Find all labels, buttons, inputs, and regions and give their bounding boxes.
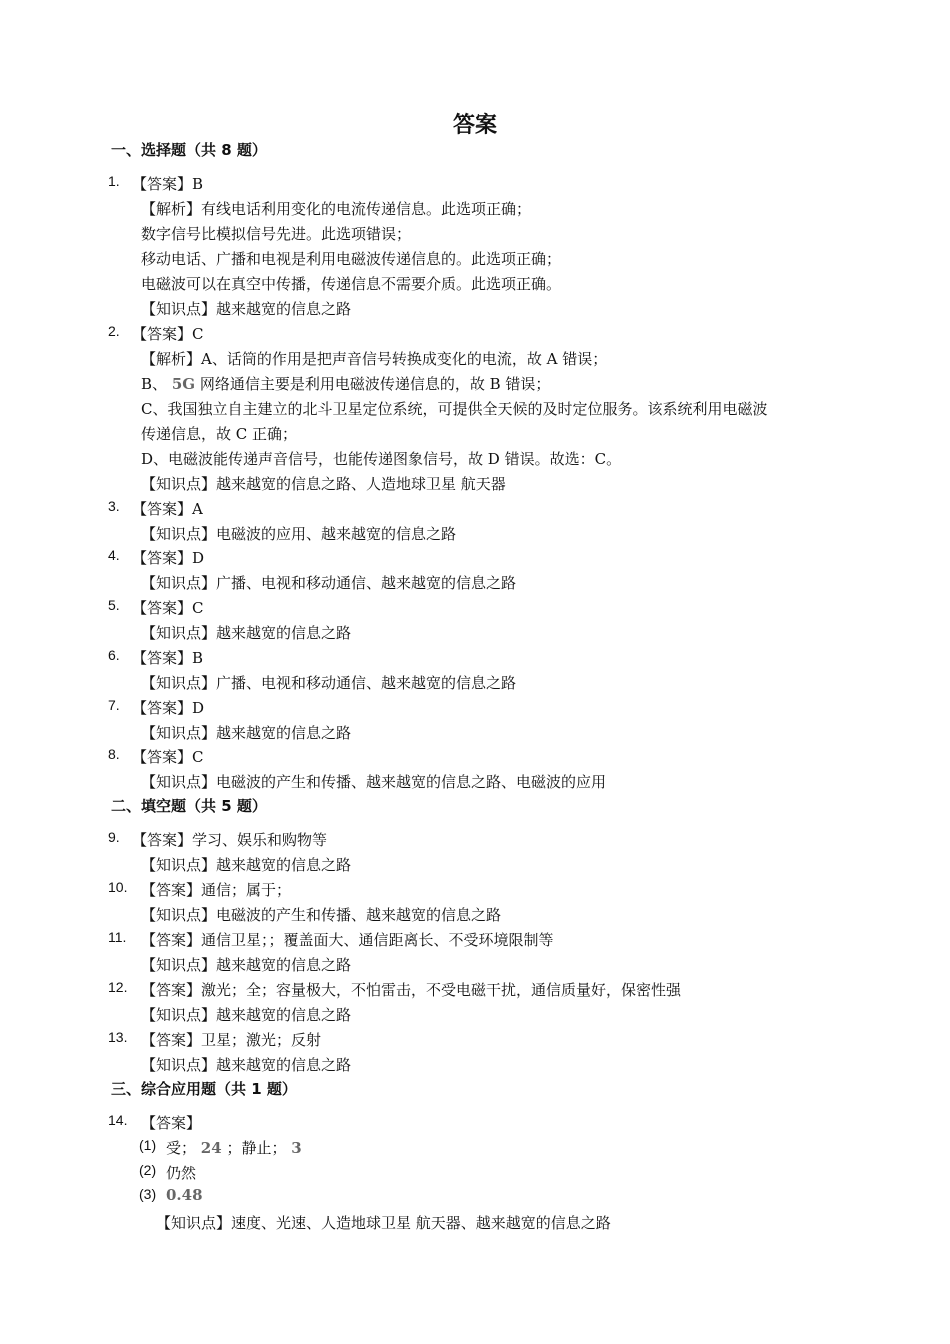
- q9-answer: 【答案】学习、娱乐和购物等: [132, 831, 328, 849]
- q10-answer: 【答案】通信；属于；: [141, 881, 292, 899]
- q10-number: 10.: [108, 879, 128, 895]
- q14-knowledge-point: 【知识点】速度、光速、人造地球卫星 航天器、越来越宽的信息之路: [156, 1214, 611, 1232]
- q8-knowledge-point: 【知识点】电磁波的产生和传播、越来越宽的信息之路、电磁波的应用: [141, 773, 607, 791]
- q14-part-1-text-a: 受；: [166, 1139, 197, 1157]
- q13-knowledge-point: 【知识点】越来越宽的信息之路: [141, 1056, 352, 1074]
- q14-part-1-value-24: 24: [200, 1139, 222, 1157]
- section-heading-choice: 一、选择题（共 8 题）: [111, 141, 267, 159]
- q2-analysis-2: [141, 373, 550, 394]
- q12-number: 12.: [108, 979, 128, 995]
- q11-knowledge-point: 【知识点】越来越宽的信息之路: [141, 956, 352, 974]
- q7-answer: 【答案】D: [132, 699, 205, 717]
- q14-part-2-text: 仍然: [166, 1164, 197, 1182]
- q3-answer: 【答案】A: [132, 500, 203, 518]
- q4-number: 4.: [108, 547, 120, 563]
- q1-number: 1.: [108, 173, 120, 189]
- q1-analysis-3: 移动电话、广播和电视是利用电磁波传递信息的。此选项正确；: [141, 250, 562, 268]
- section-heading-application: 三、综合应用题（共 1 题）: [111, 1080, 297, 1098]
- q7-knowledge-point: 【知识点】越来越宽的信息之路: [141, 724, 352, 742]
- q6-number: 6.: [108, 647, 120, 663]
- q2-analysis-1: 【解析】A、话筒的作用是把声音信号转换成变化的电流，故 A 错误；: [141, 350, 608, 368]
- q9-number: 9.: [108, 829, 120, 845]
- q12-knowledge-point: 【知识点】越来越宽的信息之路: [141, 1006, 352, 1024]
- q1-answer: 【答案】B: [132, 175, 204, 193]
- q14-part-3-value: 0.48: [166, 1186, 203, 1204]
- q12-answer: 【答案】激光；全；容量极大，不怕雷击，不受电磁干扰，通信质量好，保密性强: [141, 981, 682, 999]
- q1-knowledge-point: 【知识点】越来越宽的信息之路: [141, 300, 352, 318]
- q14-part-3-number: (3): [139, 1186, 157, 1202]
- q11-number: 11.: [108, 929, 127, 945]
- q1-analysis-4: 电磁波可以在真空中传播，传递信息不需要介质。此选项正确。: [141, 275, 562, 293]
- q4-knowledge-point: 【知识点】广播、电视和移动通信、越来越宽的信息之路: [141, 574, 517, 592]
- q5-knowledge-point: 【知识点】越来越宽的信息之路: [141, 624, 352, 642]
- q2-number: 2.: [108, 323, 120, 339]
- q14-number: 14.: [108, 1112, 128, 1128]
- q9-knowledge-point: 【知识点】越来越宽的信息之路: [141, 856, 352, 874]
- q4-answer: 【答案】D: [132, 549, 205, 567]
- q2-analysis-2-prefix: B、: [141, 375, 168, 393]
- q2-analysis-5: D、电磁波能传递声音信号，也能传递图象信号，故 D 错误。故选：C。: [141, 450, 622, 468]
- q2-5g-formula: 5G: [171, 375, 196, 393]
- q1-analysis-2: 数字信号比模拟信号先进。此选项错误；: [141, 225, 412, 243]
- q13-answer: 【答案】卫星；激光；反射: [141, 1031, 322, 1049]
- q5-number: 5.: [108, 597, 120, 613]
- q2-analysis-3: C、我国独立自主建立的北斗卫星定位系统，可提供全天候的及时定位服务。该系统利用电磁波: [141, 400, 768, 418]
- q6-knowledge-point: 【知识点】广播、电视和移动通信、越来越宽的信息之路: [141, 674, 517, 692]
- q2-answer: 【答案】C: [132, 325, 204, 343]
- q14-part-1-value-3: 3: [291, 1139, 302, 1157]
- page-title: 答案: [452, 113, 497, 138]
- q3-number: 3.: [108, 498, 120, 514]
- q13-number: 13.: [108, 1029, 128, 1045]
- q2-knowledge-point: 【知识点】越来越宽的信息之路、人造地球卫星 航天器: [141, 475, 506, 493]
- q14-part-1-text-b: ；静止；: [226, 1139, 287, 1157]
- q6-answer: 【答案】B: [132, 649, 204, 667]
- q8-number: 8.: [108, 746, 120, 762]
- q11-answer: 【答案】通信卫星；；覆盖面大、通信距离长、不受环境限制等: [141, 931, 554, 949]
- q5-answer: 【答案】C: [132, 599, 204, 617]
- q2-analysis-2-suffix: 网络通信主要是利用电磁波传递信息的，故 B 错误；: [199, 375, 551, 393]
- q14-answer: 【答案】: [141, 1114, 202, 1132]
- q7-number: 7.: [108, 697, 120, 713]
- q8-answer: 【答案】C: [132, 748, 204, 766]
- q3-knowledge-point: 【知识点】电磁波的应用、越来越宽的信息之路: [141, 525, 457, 543]
- q10-knowledge-point: 【知识点】电磁波的产生和传播、越来越宽的信息之路: [141, 906, 502, 924]
- q14-part-2-number: (2): [139, 1162, 157, 1178]
- section-heading-fill: 二、填空题（共 5 题）: [111, 797, 267, 815]
- q2-analysis-4: 传递信息，故 C 正确；: [141, 425, 298, 443]
- q1-analysis-1: 【解析】有线电话利用变化的电流传递信息。此选项正确；: [141, 200, 532, 218]
- q14-part-1-number: (1): [139, 1137, 157, 1153]
